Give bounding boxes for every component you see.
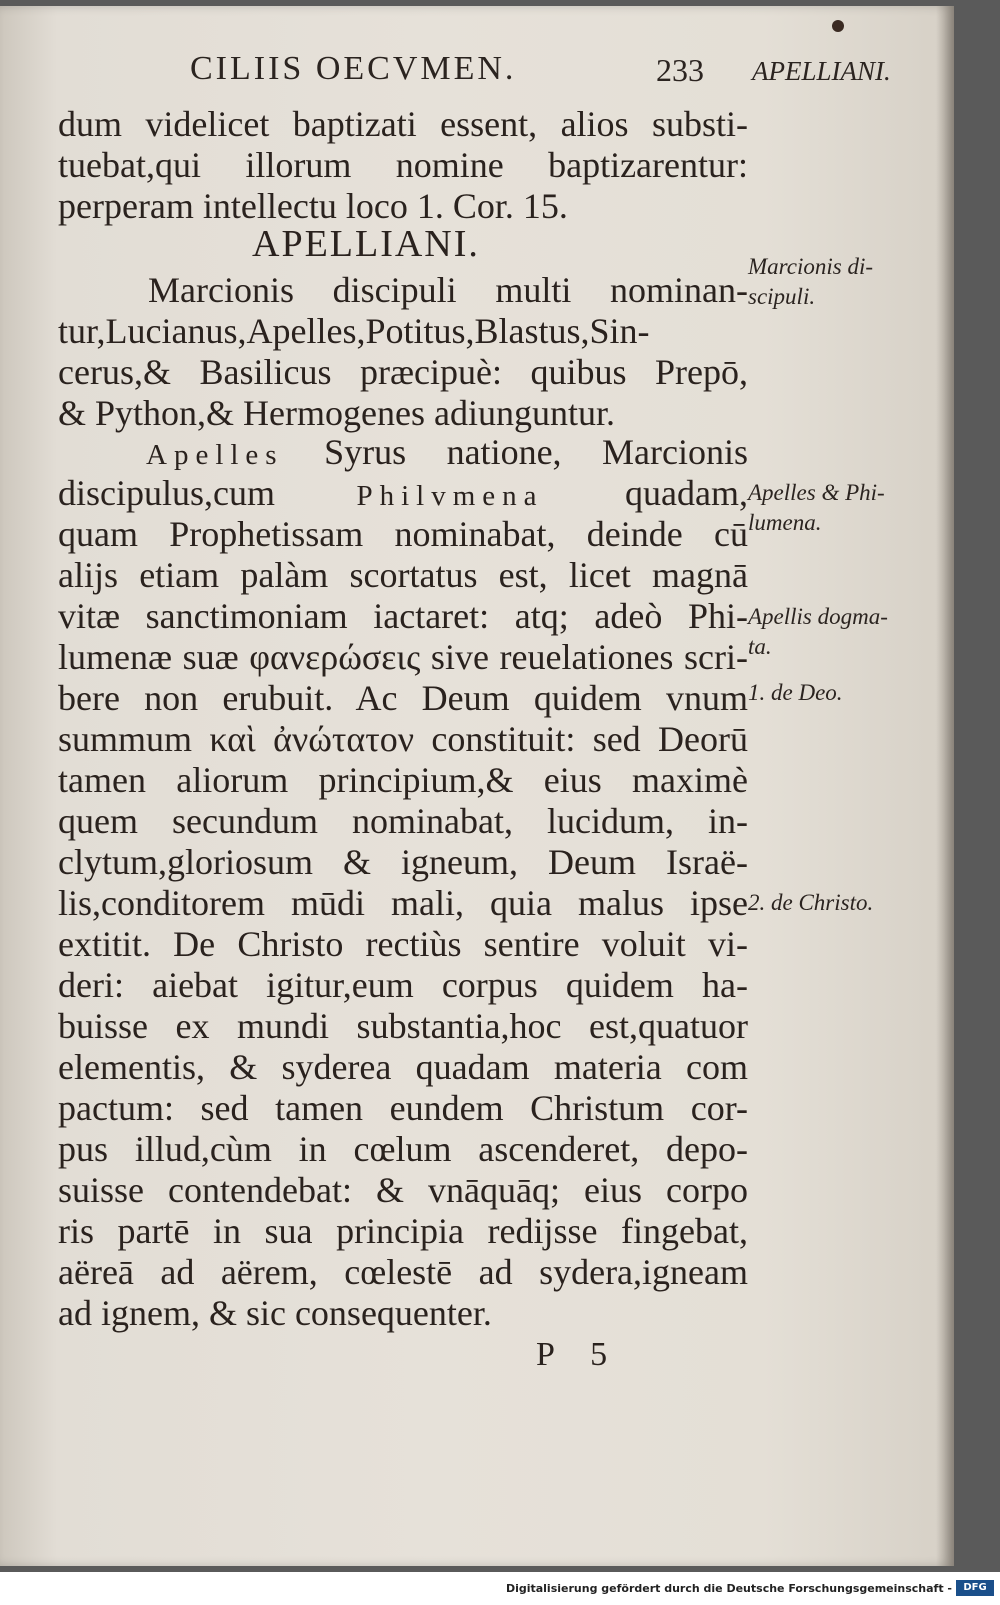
page-number: 233 — [656, 52, 704, 88]
text-line: deri: aiebat igitur,eum corpus quidem ha- — [58, 965, 748, 1005]
text-line: Marcionis discipuli multi nominan- — [148, 270, 748, 310]
text-line: extitit. De Christo rectiùs sentire voluit vi- — [58, 924, 748, 964]
marginal-note-de-christo: 2. de Christo. — [748, 890, 874, 915]
text-line: ad ignem, & sic consequenter. — [58, 1293, 492, 1333]
page-edge-shadow — [936, 6, 954, 1566]
text-line: buisse ex mundi substantia,hoc est,quatuor — [58, 1006, 748, 1046]
text-line: pus illud,cùm in cœlum ascenderet, depo- — [58, 1129, 748, 1169]
text-line: elementis, & syderea quadam materia com — [58, 1047, 748, 1087]
text-line: dum videlicet baptizati essent, alios substi- — [58, 104, 748, 144]
marginal-note-apelles-philumena: Apelles & Phi- lumena. — [748, 480, 885, 535]
running-head-section: APELLIANI. — [752, 56, 891, 86]
text-line: cerus,& Basilicus præcipuè: quibus Prepō, — [58, 352, 748, 392]
marginal-note-de-deo: 1. de Deo. — [748, 680, 843, 705]
signature-mark: P 5 — [536, 1336, 622, 1373]
dfg-logo[interactable]: DFG — [956, 1580, 994, 1596]
marginal-note-disciples: Marcionis di- scipuli. — [748, 254, 873, 309]
text-line: quem secundum nominabat, lucidum, in- — [58, 801, 748, 841]
text-line: alijs etiam palàm scortatus est, licet magnā — [58, 555, 748, 595]
text-line: ris partē in sua principia redijsse fingebat, — [58, 1211, 748, 1251]
text-line: clytum,gloriosum & igneum, Deum Israë- — [58, 842, 748, 882]
book-page — [0, 6, 954, 1566]
text-line: pactum: sed tamen eundem Christum cor- — [58, 1088, 748, 1128]
text-line: discipulus,cum Philvmena quadam, — [58, 473, 748, 513]
text-line: lumenæ suæ φανερώσεις sive reuelationes scri- — [58, 637, 748, 677]
text-line: tuebat,qui illorum nomine baptizarentur: — [58, 145, 748, 185]
ink-spot — [832, 20, 844, 32]
text-line: vitæ sanctimoniam iactaret: atq; adeò Phi- — [58, 596, 748, 636]
name-philumena: Philvmena — [356, 480, 544, 512]
funding-credit: Digitalisierung gefördert durch die Deutsche Forschungsgemeinschaft - — [505, 1582, 952, 1595]
text-line: quam Prophetissam nominabat, deinde cū — [58, 514, 748, 554]
text-line: lis,conditorem mūdi mali, quia malus ipse — [58, 883, 748, 923]
text-line: aëreā ad aërem, cœlestē ad sydera,igneam — [58, 1252, 748, 1292]
text-line: suisse contendebat: & vnāquāq; eius corpo — [58, 1170, 748, 1210]
text-line: tur,Lucianus,Apelles,Potitus,Blastus,Sin- — [58, 311, 650, 351]
name-apelles: Apelles — [146, 439, 284, 471]
text-line: bere non erubuit. Ac Deum quidem vnum — [58, 678, 748, 718]
section-heading: APELLIANI. — [252, 223, 480, 265]
marginal-note-dogmata: Apellis dogma- ta. — [748, 604, 888, 659]
text-line: tamen aliorum principium,& eius maximè — [58, 760, 748, 800]
footer-bar — [0, 1572, 1000, 1605]
text-line: & Python,& Hermogenes adiunguntur. — [58, 393, 615, 433]
running-head: CILIIS OECVMEN. — [190, 50, 517, 87]
text-line: perperam intellectu loco 1. Cor. 15. — [58, 186, 568, 226]
text-line: summum καὶ ἀνώτατον constituit: sed Deorū — [58, 719, 748, 759]
text-line: Apelles Syrus natione, Marcionis — [146, 432, 748, 472]
